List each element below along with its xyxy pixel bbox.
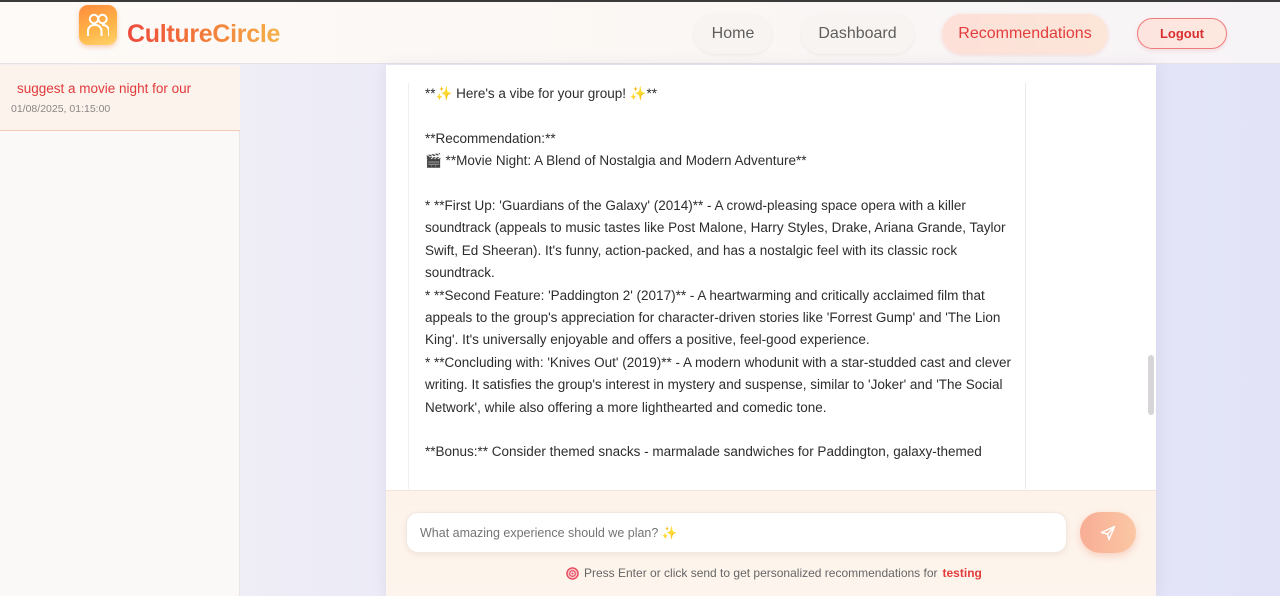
history-item-title: suggest a movie night for our [17, 81, 192, 96]
message-line: **Bonus:** Consider themed snacks - marmalade sandwiches for Paddington, galaxy-themed [425, 444, 982, 460]
assistant-message [408, 83, 1026, 489]
history-sidebar [0, 65, 240, 596]
prompt-input[interactable] [406, 512, 1067, 553]
nav-dashboard[interactable]: Dashboard [801, 14, 914, 54]
app-header [0, 2, 1280, 64]
history-item[interactable] [0, 65, 240, 131]
message-blank-line [425, 105, 1021, 127]
message-blank-line [425, 173, 1021, 195]
history-item-time: 01/08/2025, 01:15:00 [11, 103, 111, 115]
message-line: **✨ Here's a vibe for your group! ✨** [425, 86, 658, 101]
logo-icon[interactable] [79, 5, 117, 45]
logout-button[interactable]: Logout [1137, 18, 1227, 49]
hint-username: testing [942, 566, 982, 580]
message-line: 🎬 **Movie Night: A Blend of Nostalgia and Modern Adventure** [425, 153, 807, 169]
message-line: * **First Up: 'Guardians of the Galaxy' (2014)** - A crowd-pleasing space opera with a killer soundtrack (appeals to music tastes like Post Malone, Harry Styles, Drake, Ariana Grande, Taylor Swift, Ed Sheeran). It's funny, action-packed, and has a nostalgic feel with its classic rock soundtrack. [425, 198, 1006, 281]
message-line: * **Second Feature: 'Paddington 2' (2017)** - A heartwarming and critically acclaimed film that appeals to the group's appreciation for character-driven stories like 'Forrest Gump' and 'The Lion King'. It's universally enjoyable and offers a positive, feel-good experience. [425, 287, 1001, 348]
chat-panel [386, 65, 1156, 596]
nav-recommendations[interactable]: Recommendations [942, 14, 1108, 54]
nav-home[interactable]: Home [694, 14, 772, 54]
message-content [425, 83, 1021, 464]
hint-text [566, 566, 982, 580]
scrollbar-thumb[interactable] [1148, 355, 1154, 415]
message-line: * **Concluding with: 'Knives Out' (2019)** - A modern whodunit with a star-studded cast and clever writing. It satisfies the group's interest in mystery and suspense, similar to 'Joker' and 'The Social Network', while also offering a more lighthearted and comedic tone. [425, 354, 1011, 415]
send-button[interactable] [1080, 512, 1136, 553]
brand-name[interactable]: CultureCircle [127, 20, 281, 48]
message-blank-line [425, 419, 1021, 441]
message-line: **Recommendation:** [425, 130, 556, 146]
composer [386, 490, 1156, 596]
hint-message: Press Enter or click send to get personalized recommendations for [584, 566, 938, 580]
send-arrow-icon [1100, 525, 1116, 541]
target-icon [566, 567, 579, 580]
